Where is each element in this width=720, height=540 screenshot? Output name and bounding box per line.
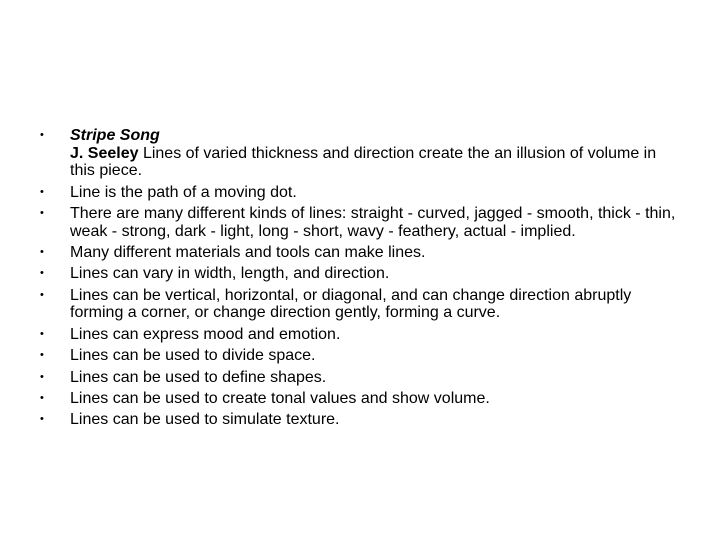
bullet-icon: • xyxy=(40,370,44,383)
list-item-text: Lines can be used to create tonal values and show volume. xyxy=(70,389,490,407)
list-item xyxy=(40,205,680,240)
list-item xyxy=(40,184,680,202)
list-item-text: Many different materials and tools can make lines. xyxy=(70,243,426,261)
bullet-icon: • xyxy=(40,327,44,340)
bullet-icon: • xyxy=(40,391,44,404)
list-item xyxy=(40,326,680,344)
bullet-icon: • xyxy=(40,267,44,280)
list-item xyxy=(40,390,680,408)
artwork-description: Lines of varied thickness and direction create the an illusion of volume in this piece. xyxy=(70,144,657,180)
artist-name: J. Seeley xyxy=(70,144,139,162)
list-item xyxy=(40,369,680,387)
bullet-list xyxy=(40,127,680,433)
bullet-icon: • xyxy=(40,288,44,301)
bullet-icon: • xyxy=(40,349,44,362)
list-item-text: Lines can be used to simulate texture. xyxy=(70,411,340,429)
list-item-text: Lines can vary in width, length, and direction. xyxy=(70,265,390,283)
list-item xyxy=(40,265,680,283)
bullet-icon: • xyxy=(40,129,44,141)
list-item-text: Lines can be used to define shapes. xyxy=(70,368,327,386)
list-item-text: Lines can be vertical, horizontal, or diagonal, and can change direction abruptly forming a corner, or change direction gently, forming a curve. xyxy=(70,286,632,322)
list-item-text: Lines can express mood and emotion. xyxy=(70,325,341,343)
list-item xyxy=(40,347,680,365)
list-item-text: Lines can be used to divide space. xyxy=(70,347,316,365)
bullet-icon: • xyxy=(40,185,44,198)
artwork-title: Stripe Song xyxy=(70,127,160,144)
list-item-artwork xyxy=(40,127,680,180)
list-item xyxy=(40,244,680,262)
bullet-icon: • xyxy=(40,206,44,219)
list-item-text: There are many different kinds of lines: straight - curved, jagged - smooth, thick - thin, weak - strong, dark - light, long - short, wavy - feathery, actual - implied. xyxy=(70,204,676,240)
list-item xyxy=(40,287,680,322)
list-item-text: Line is the path of a moving dot. xyxy=(70,183,297,201)
list-item xyxy=(40,411,680,429)
bullet-icon: • xyxy=(40,413,44,426)
bullet-icon: • xyxy=(40,245,44,258)
